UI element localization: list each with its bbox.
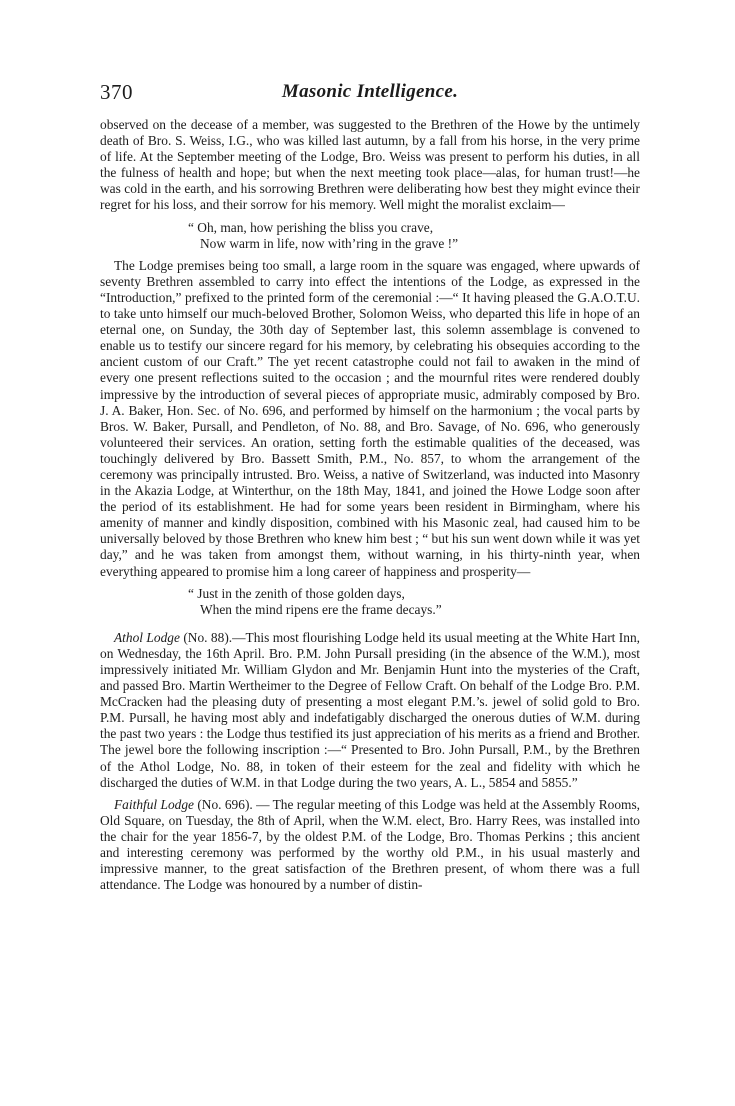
running-title: Masonic Intelligence. xyxy=(281,81,459,102)
paragraph-athol-lodge xyxy=(100,630,640,791)
lodge-name: Faithful Lodge xyxy=(114,796,194,812)
verse-line: “ Just in the zenith of those golden days, xyxy=(188,585,405,601)
page-number: 370 xyxy=(100,80,133,104)
paragraph-text: (No. 696). — The regular meeting of this Lodge was held at the Assembly Rooms, Old Square, on Tuesday, the 8th of April, when the W.M. elect, Bro. Harry Rees, was installed into the chair for the year 1856-7, by the oldest P.M. of the Lodge, Bro. Thomas Perkins ; this ancient and interesting ceremony was performed by the worthy old P.M., in his usual masterly and impressive manner, to the great satisfaction of the Brethren present, of whom there was a full attendance. The Lodge was honoured by a number of distin- xyxy=(100,796,641,893)
page-header xyxy=(100,80,640,108)
paragraph-continuation: observed on the decease of a member, was suggested to the Brethren of the Howe by the untimely death of Bro. S. Weiss, I.G., who was killed last autumn, by a fall from his horse, in the very prime of life. At the September meeting of the Lodge, Bro. Weiss was present to perform his duties, in all the fulness of health and hope; but when the next meeting took place—alas, for human trust!—he was cold in the earth, and his sorrowing Brethren were deliberating how best they might evince their regret for his loss, and their sorrow for his memory. Well might the moralist exclaim— xyxy=(100,117,640,213)
article-body xyxy=(100,117,640,893)
verse-quote xyxy=(188,586,640,618)
paragraph-text: (No. 88).—This most flourishing Lodge held its usual meeting at the White Hart Inn, on Wednesday, the 16th April. Bro. P.M. John Pursall presiding (in the absence of the W.M.), most impressively initiated Mr. William Glydon and Mr. Benjamin Hunt into the mysteries of the Craft, and passed Bro. Martin Wertheimer to the Degree of Fellow Craft. On behalf of the Lodge Bro. P.M. McCracken had the pleasing duty of presenting a most elegant P.M.’s. jewel of solid gold to Bro. P.M. Pursall, he having most ably and indefatigably discharged the onerous duties of W.M. during the past two years : the Lodge thus testified its just appreciation of his merits as a friend and Brother. The jewel bore the following inscription :—“ Presented to Bro. John Pursall, P.M., by the Brethren of the Athol Lodge, No. 88, in token of their esteem for the zeal and fidelity with which he discharged the duties of W.M. in that Lodge during the two years, A. L., 5854 and 5855.” xyxy=(100,629,640,790)
verse-quote xyxy=(188,220,640,252)
lodge-name: Athol Lodge xyxy=(114,629,180,645)
paragraph-funeral-ceremony: The Lodge premises being too small, a large room in the square was engaged, where upwards of seventy Brethren assembled to carry into effect the intentions of the Lodge, as expressed in the “Introduction,” prefixed to the printed form of the ceremonial :—“ It having pleased the G.A.O.T.U. to take unto himself our much-beloved Brother, Solomon Weiss, who departed this life in hope of an eternal one, on Sunday, the 30th day of September last, this solemn assemblage is convened to enable us to testify our sincere regard for his memory, by celebrating his obsequies according to the ancient custom of our Craft.” The yet recent catastrophe could not fail to awaken in the mind of every one present reflections suited to the occasion ; and the mournful rites were rendered doubly impressive by the introduction of several pieces of appropriate music, admirably composed by Bro. J. A. Baker, Hon. Sec. of No. 696, and performed by himself on the harmonium ; the vocal parts by Bros. W. Baker, Pursall, and Pendleton, of No. 88, and Bro. Savage, of No. 696, who generously volunteered their services. An oration, setting forth the estimable qualities of the deceased, was touchingly delivered by Bro. Bassett Smith, P.M., No. 857, to whom the arrangement of the ceremony was principally intrusted. Bro. Weiss, a native of Switzerland, was inducted into Masonry in the Akazia Lodge, at Winterthur, on the 18th May, 1841, and joined the Howe Lodge soon after the period of its establishment. He had for some years been resident in Birmingham, where his amenity of manner and kindly disposition, combined with his Masonic zeal, had caused him to be universally beloved by those Brethren who knew him best ; “ but his sun went down while it was yet day,” and he was taken from amongst them, without warning, in his thirty-ninth year, when everything appeared to promise him a long career of happiness and prosperity— xyxy=(100,257,640,579)
verse-line: Now warm in life, now with’ring in the grave !” xyxy=(200,235,459,251)
verse-line: When the mind ripens ere the frame decays.” xyxy=(200,601,442,617)
verse-line: “ Oh, man, how perishing the bliss you crave, xyxy=(188,219,434,235)
paragraph-faithful-lodge xyxy=(100,797,640,894)
